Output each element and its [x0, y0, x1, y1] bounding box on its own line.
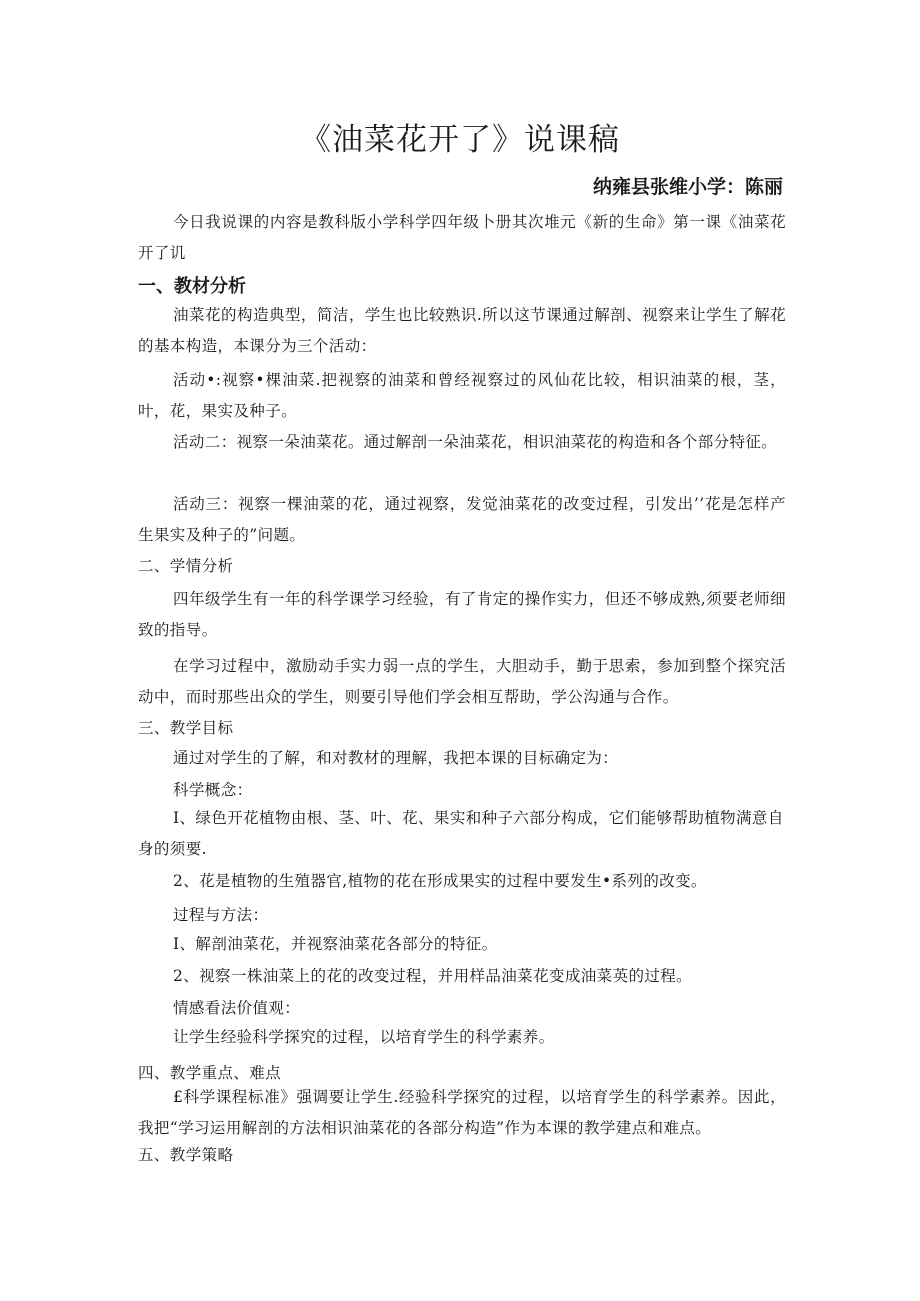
s3-method-item-2: 2、视察一株油菜上的花的改变过程，并用样品油菜花变成油菜英的过程。	[173, 967, 693, 985]
s1-activity-1: 活动•:视察•棵油菜.把视察的油菜和曾经视察过的风仙花比较，相识油菜的根，茎，叶，花，果实及种子。	[138, 371, 786, 420]
s3-concept-item-1	[138, 803, 786, 865]
s3-attitude-label: 情感看法价值观：	[173, 999, 301, 1017]
intro-paragraph: 今日我说课的内容是教科版小学科学四年级卜册其次堆元《新的生命》第一课《油菜花开了讥	[138, 213, 786, 262]
s3-method-label: 过程与方法：	[173, 906, 269, 924]
s3-method-item-1: I、解剖油菜花，并视察油菜花各部分的特征。	[173, 935, 498, 953]
s3-concept-item-2: 2、花是植物的生殖器官,植物的花在形成果实的过程中要发生•系列的改变。	[173, 872, 707, 890]
s2-paragraph-2: 在学习过程中，激励动手实力弱一点的学生，大胆动手，勤于思索，参加到整个探究活动中，而时那些出众的学生，则要引导他们学会相互帮助，学公沟通与合作。	[138, 657, 786, 706]
s2-paragraph-1: 四年级学生有一年的科学课学习经验，有了肯定的操作实力，但还不够成熟,须要老师细致的指导。	[138, 590, 786, 639]
section-heading-2: 二、学情分析	[138, 557, 234, 575]
section-heading-3: 三、教学目标	[138, 719, 234, 737]
s3-concept-label: 科学概念：	[173, 781, 253, 799]
s1-activity-3: 活动三：视察一棵油菜的花，通过视察，发觉油菜花的改变过程，引发出’’花是怎样产生果实及种子的”问题。	[138, 495, 786, 544]
s1-paragraph-1: 油菜花的构造典型，简洁，学生也比较熟识.所以这节课通过解剖、视察来让学生了解花的基本构造，本课分为三个活动：	[138, 306, 786, 355]
section-heading-1: 一、教材分析	[138, 276, 246, 297]
section-heading-5: 五、教学策略	[138, 1146, 234, 1164]
author-line: 纳雍县张维小学：陈丽	[592, 176, 783, 198]
page-title: 《油菜花开了》说课稿	[300, 122, 620, 158]
s3-concept-item-1-text: I、绿色开花植物由根、茎、叶、花、果实和种子六部分构成，它们能够帮助植物满意自身的须要.	[138, 809, 784, 858]
s1-activity-2: 活动二：视察一朵油菜花。通过解剖一朵油菜花，相识油菜花的构造和各个部分特征。	[173, 433, 778, 451]
section-heading-4: 四、教学重点、难点	[138, 1064, 282, 1082]
s3-paragraph-1: 通过对学生的了解，和对教材的理解，我把本课的目标确定为：	[173, 749, 619, 767]
s4-paragraph-1: £科学课程标准》强调要让学生.经验科学探究的过程，以培育学生的科学素养。因此，我把“学习运用解剖的方法相识油菜花的各部分构造”作为本课的教学建点和难点。	[138, 1088, 786, 1137]
s3-attitude-item-1: 让学生经验科学探究的过程，以培育学生的科学素养。	[173, 1028, 555, 1046]
